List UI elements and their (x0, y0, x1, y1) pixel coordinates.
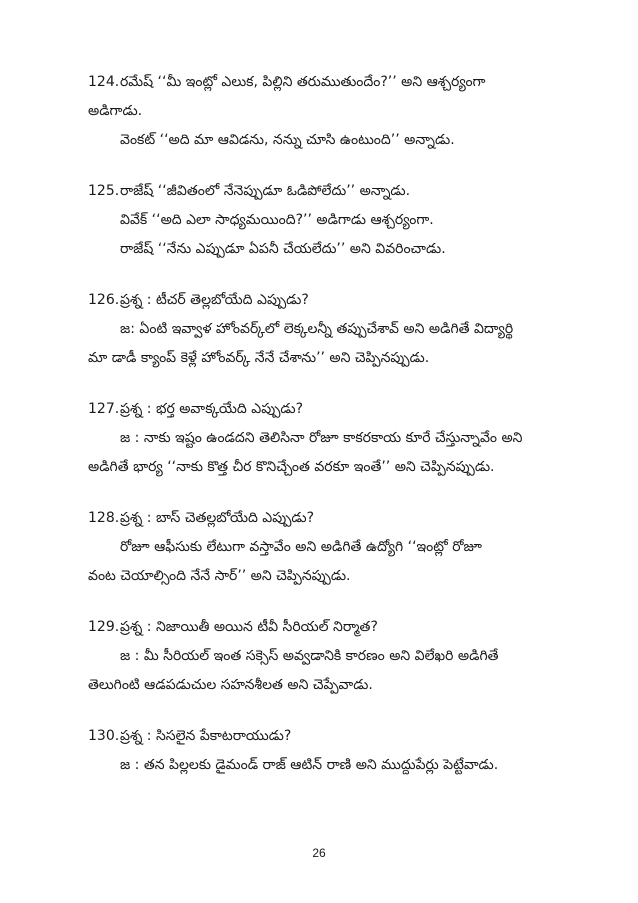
entry-number: 124. (88, 74, 120, 90)
entry-continuation-line: మా డాడీ క్యాంప్ కెళ్లే హోంవర్క్ నేనే చేశాను’’ అని చెప్పినప్పుడు. (88, 350, 430, 366)
entry-text: ప్రశ్న : భర్త అవాక్కయేది ఎప్పుడు? (120, 401, 304, 417)
entry-indented-line: వెంకట్ ‘‘అది మా ఆవిడను, నన్ను చూసి ఉంటుంది’’ అన్నాడు. (120, 132, 455, 148)
entry-text: ప్రశ్న : సిసలైన పేకాటరాయుడు? (120, 728, 292, 744)
entry-number: 125. (88, 183, 120, 199)
entry-indented-line: జ : తన పిల్లలకు డైమండ్ రాజ్ ఆటిన్ రాణి అని ముద్దుపేర్లు పెట్టేవాడు. (120, 757, 499, 773)
entry-text: ప్రశ్న : బాస్ చెతల్లబోయేది ఎప్పుడు? (120, 510, 315, 526)
joke-entry (88, 504, 566, 591)
joke-list (88, 68, 566, 802)
entry-indented-line: వివేక్ ‘‘అది ఎలా సాధ్యమయింది?’’ అడిగాడు ఆశ్చర్యంగా. (120, 212, 434, 228)
entry-continuation-line: అడిగాడు. (88, 103, 143, 119)
entry-text: ప్రశ్న : నిజాయితీ అయిన టీవీ సీరియల్ నిర్మాత? (120, 619, 378, 635)
entry-indented-line: జ : నాకు ఇష్టం ఉండదని తెలిసినా రోజూ కాకరకాయ కూరే చేస్తున్నావేం అని (120, 430, 523, 446)
joke-entry (88, 177, 566, 264)
page-number: 26 (312, 846, 326, 860)
entry-number: 127. (88, 401, 120, 417)
entry-first-line (88, 177, 566, 206)
entry-indented-line: జ : మీ సీరియల్ ఇంత సక్సెస్ అవ్వడానికి కారణం అని విలేఖరి అడిగితే (120, 648, 499, 664)
entry-first-line (88, 722, 566, 751)
entry-first-line (88, 613, 566, 642)
joke-entry (88, 722, 566, 780)
entry-first-line (88, 68, 566, 97)
entry-number: 128. (88, 510, 120, 526)
entry-continuation-line: అడిగితే భార్య ‘‘నాకు కొత్త చీర కొనిచ్చేంత వరకూ ఇంతే’’ అని చెప్పినప్పుడు. (88, 459, 495, 475)
entry-number: 126. (88, 292, 120, 308)
joke-entry (88, 286, 566, 373)
joke-entry (88, 68, 566, 155)
entry-indented-line: రోజూ ఆఫీసుకు లేటుగా వస్తావేం అని అడిగితే ఉద్యోగి ‘‘ఇంట్లో రోజూ (120, 539, 482, 555)
entry-indented-line: రాజేష్ ‘‘నేను ఎప్పుడూ ఏపనీ చేయలేదు’’ అని వివరించాడు. (120, 241, 446, 257)
joke-entry (88, 395, 566, 482)
entry-continuation-line: వంట చెయాల్సింది నేనే సార్’’ అని చెప్పినప్పుడు. (88, 568, 351, 584)
entry-text: రాజేష్ ‘‘జీవితంలో నేనెప్పుడూ ఓడిపోలేదు’’ అన్నాడు. (120, 183, 411, 199)
entry-indented-line: జ: ఏంటి ఇవ్వాళ హోంవర్క్‌లో లెక్కలన్నీ తప్పుచేశావ్ అని అడిగితే విద్యార్థి (120, 321, 514, 337)
entry-first-line (88, 395, 566, 424)
entry-text: రమేష్ ‘‘మీ ఇంట్లో ఎలుక, పిల్లిని తరుముతుందేం?’’ అని ఆశ్చర్యంగా (120, 74, 486, 90)
entry-first-line (88, 504, 566, 533)
entry-number: 129. (88, 619, 120, 635)
entry-first-line (88, 286, 566, 315)
entry-continuation-line: తెలుగింటి ఆడపడుచుల సహనశీలత అని చెప్పేవాడు. (88, 677, 373, 693)
entry-text: ప్రశ్న : టీచర్ తెల్లబోయేది ఎప్పుడు? (120, 292, 309, 308)
joke-entry (88, 613, 566, 700)
entry-number: 130. (88, 728, 120, 744)
